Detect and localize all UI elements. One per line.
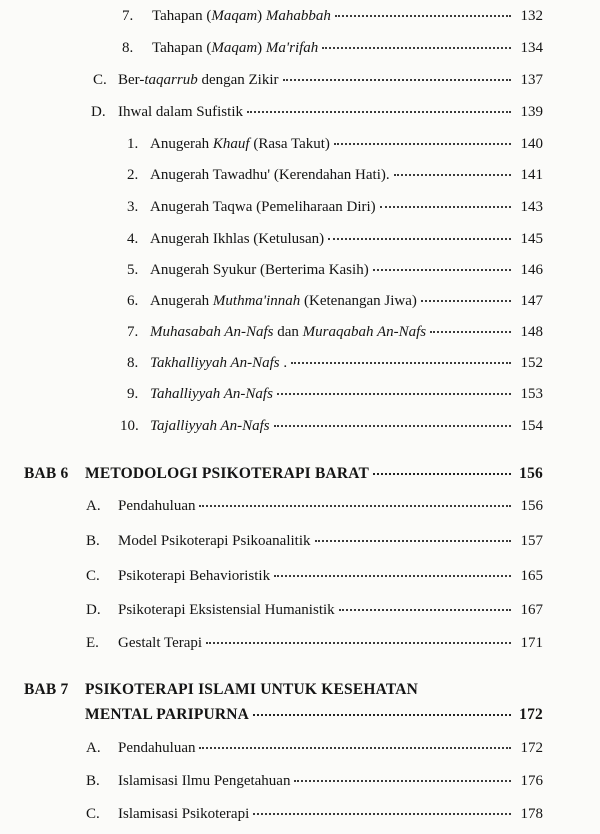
toc-title-segment: (Rasa Takut) [249,136,330,152]
toc-entry-page-number: 154 [520,418,543,434]
toc-title-segment: Anugerah [150,136,213,152]
toc-title-segment: Anugerah Taqwa (Pemeliharaan Diri) [150,199,376,215]
toc-entry [86,635,543,652]
toc-entry-page-number: 141 [520,167,543,183]
toc-entry-title [150,418,270,435]
toc-entry-title [150,355,287,372]
toc-entry-title [150,386,273,403]
toc-entry-number: 7. [122,8,134,24]
toc-entry-title [150,167,390,184]
toc-entry-number: BAB 6 [24,465,69,482]
toc-entry [127,167,543,184]
dot-leader [206,641,511,644]
toc-entry-number: C. [86,568,100,584]
toc-entry-title [118,773,290,790]
toc-entry-number: A. [86,498,101,514]
toc-title-segment: METODOLOGI PSIKOTERAPI BARAT [85,465,370,482]
dot-leader [274,424,511,427]
toc-entry-page-number: 139 [520,104,543,120]
toc-entry [122,8,543,25]
toc-entry-page-number: 167 [520,602,543,618]
toc-entry-page-number: 152 [520,355,543,371]
toc-title-segment: taqarrub [144,72,198,88]
toc-title-segment: ) [257,40,266,56]
toc-entry-page-number: 156 [520,498,543,514]
toc-entry-page-number: 172 [520,740,543,756]
toc-entry-page-number: 146 [520,262,543,278]
toc-entry-page-number: 156 [519,465,543,482]
toc-entry-title [150,199,376,216]
toc-title-segment: MENTAL PARIPURNA [85,706,250,723]
toc-entry-title [85,706,249,724]
toc-entry-title [85,681,418,699]
toc-entry-number: 8. [127,355,139,371]
toc-entry-number: 4. [127,231,139,247]
toc-entry-title [118,72,279,89]
toc-entry-page-number: 132 [520,8,543,24]
dot-leader [315,539,512,542]
toc-title-segment: Pendahuluan [118,498,196,514]
dot-leader [334,142,511,145]
dot-leader [199,746,511,749]
chapter-heading-row [24,681,418,699]
toc-title-segment: Khauf [212,136,250,152]
toc-title-segment: Ber- [118,72,145,88]
toc-entry-page-number: 176 [520,773,543,789]
toc-title-segment: Islamisasi Psikoterapi [118,806,250,822]
dot-leader [322,46,511,49]
toc-entry-page-number: 178 [520,806,543,822]
toc-entry [127,355,543,372]
toc-entry-title [152,8,331,25]
dot-leader [253,812,511,815]
toc-entry-number: D. [86,602,101,618]
dot-leader [294,779,511,782]
toc-entry-title [150,324,426,341]
toc-entry [86,740,543,757]
toc-entry [127,386,543,403]
toc-title-segment: Anugerah Syukur (Berterima Kasih) [150,262,369,278]
toc-entry-number: B. [86,773,100,789]
toc-entry-page-number: 171 [520,635,543,651]
toc-entry-number: 8. [122,40,134,56]
toc-entry-number: A. [86,740,101,756]
toc-entry-title [150,231,324,248]
toc-entry-page-number: 143 [520,199,543,215]
toc-entry-page-number: 147 [520,293,543,309]
toc-title-segment: Mahabbah [265,8,331,24]
toc-entry-number: 2. [127,167,139,183]
toc-title-segment: Psikoterapi Eksistensial Humanistik [118,602,335,618]
toc-title-segment: Islamisasi Ilmu Pengetahuan [118,773,291,789]
toc-entry-page-number: 153 [520,386,543,402]
toc-entry-title [152,40,318,57]
toc-entry-title [118,602,335,619]
toc-title-segment: . [279,355,288,371]
dot-leader [247,110,511,113]
toc-title-segment: Tahalliyyah An-Nafs [150,386,273,402]
toc-entry-title [150,262,369,279]
toc-entry-title [118,635,202,652]
dot-leader [291,361,511,364]
toc-entry [122,40,543,57]
toc-entry-title [118,806,249,823]
toc-entry [86,533,543,550]
toc-entry [127,293,543,310]
toc-entry [86,602,543,619]
toc-title-segment: Psikoterapi Behavioristik [118,568,271,584]
dot-leader [394,173,511,176]
toc-entry-page-number: 134 [520,40,543,56]
toc-entry-number: 7. [127,324,139,340]
toc-title-segment: Ihwal dalam Sufistik [118,104,243,120]
toc-title-segment: Pendahuluan [118,740,196,756]
toc-entry [86,773,543,790]
toc-title-segment: Maqam [211,40,258,56]
toc-entry-title [118,498,195,515]
dot-leader [373,268,511,271]
toc-title-segment: Maqam [211,8,258,24]
toc-title-segment: Tahapan ( [152,40,212,56]
toc-title-segment: Muhasabah An-Nafs [150,324,274,340]
toc-entry-number: B. [86,533,100,549]
toc-title-segment: (Ketenangan Jiwa) [300,293,417,309]
toc-entry-title [150,293,417,310]
toc-title-segment: dan [273,324,303,340]
toc-entry-page-number: 148 [520,324,543,340]
toc-title-segment: Takhalliyyah An-Nafs [150,355,280,371]
dot-leader [199,504,511,507]
toc-title-segment: Tajalliyyah An-Nafs [150,418,270,434]
toc-title-segment: Anugerah Ikhlas (Ketulusan) [150,231,325,247]
dot-leader [335,14,511,17]
toc-entry-title [118,104,243,121]
toc-title-segment: Anugerah Tawadhu' (Kerendahan Hati). [150,167,390,183]
toc-title-segment: dengan Zikir [197,72,279,88]
dot-leader [430,330,511,333]
toc-entry-number: C. [86,806,100,822]
toc-title-segment: Muthma'innah [212,293,301,309]
dot-leader [283,78,511,81]
toc-entry [127,231,543,248]
dot-leader [328,237,511,240]
dot-leader [373,472,511,475]
toc-entry-number: 5. [127,262,139,278]
toc-title-segment: Ma'rifah [265,40,319,56]
toc-entry-page-number: 137 [520,72,543,88]
dot-leader [253,713,511,716]
toc-entry-number: E. [86,635,99,651]
toc-title-segment: Gestalt Terapi [118,635,203,651]
toc-title-segment: Model Psikoterapi Psikoanalitik [118,533,311,549]
chapter-heading-row [85,706,543,724]
toc-entry-number: C. [93,72,107,88]
toc-entry [127,199,543,216]
chapter-heading-row [24,465,543,483]
toc-entry [86,568,543,585]
toc-entry-page-number: 172 [519,706,543,723]
toc-entry-title [85,465,369,483]
toc-entry [120,418,543,435]
toc-entry-number: BAB 7 [24,681,69,698]
toc-entry-title [118,740,195,757]
toc-entry-number: D. [91,104,106,120]
toc-title-segment: Anugerah [150,293,213,309]
toc-entry [86,498,543,515]
toc-entry-page-number: 145 [520,231,543,247]
dot-leader [421,299,511,302]
toc-entry-page-number: 140 [520,136,543,152]
toc-entry-title [118,568,270,585]
toc-entry-page-number: 165 [520,568,543,584]
toc-entry-number: 6. [127,293,139,309]
toc-entry [91,104,543,121]
toc-entry [93,72,543,89]
toc-entry [127,262,543,279]
dot-leader [274,574,511,577]
toc-title-segment: Muraqabah An-Nafs [302,324,427,340]
toc-title-segment: PSIKOTERAPI ISLAMI UNTUK KESEHATAN [85,681,419,698]
toc-entry-title [150,136,330,153]
toc-entry-number: 3. [127,199,139,215]
toc-title-segment: ) [257,8,266,24]
toc-entry-number: 10. [120,418,139,434]
toc-entry-title [118,533,311,550]
toc-entry-number: 1. [127,136,139,152]
toc-entry [127,136,543,153]
toc-title-segment: Tahapan ( [152,8,212,24]
toc-entry-number: 9. [127,386,139,402]
toc-entry-page-number: 157 [520,533,543,549]
toc-entry [86,806,543,823]
dot-leader [339,608,511,611]
dot-leader [380,205,511,208]
toc-entry [127,324,543,341]
dot-leader [277,392,511,395]
